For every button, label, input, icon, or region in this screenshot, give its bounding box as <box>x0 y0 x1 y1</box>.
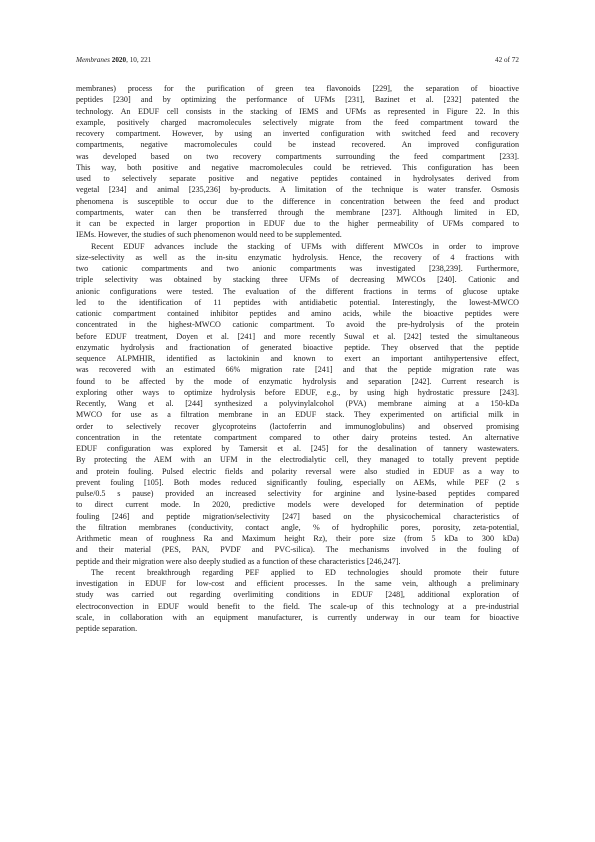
text-line: enzymatic hydrolysis and fractionation of generated bioactive peptide. They observed that the peptide <box>76 342 519 352</box>
text-line: Arithmetic mean of roughness Ra and Maximum height Rz), their pore size (from 5 kDa to 300 kDa) <box>76 534 519 543</box>
volume-article: , 10, 221 <box>126 56 152 64</box>
text-line: to direct current mode. In 2020, predictive models were developed for determination of peptide <box>76 500 519 510</box>
running-header <box>76 56 519 68</box>
text-line: Recently, Wang et al. [244] synthesized a polyvinylalcohol (PVA) membrane aiming at a 150-kDa <box>76 399 519 408</box>
text-line: scale, in collaboration with an equipment manufacturer, is currently underway in our team for bioactive <box>76 612 519 622</box>
text-line: vegetal [234] and animal [235,236] by-products. A limitation of the technique is water transfer. Osmosis <box>76 185 519 195</box>
text-line: IEMs. However, the studies of such phenomenon would need to be supplemented. <box>76 230 342 240</box>
text-line: study was carried out regarding overlimiting conditions in EDUF [248], additional exploration of <box>76 590 519 600</box>
paragraph <box>76 567 519 635</box>
journal-citation <box>76 56 151 64</box>
text-line: prevent fouling [105]. Both modes reduced significantly fouling, especially on AEMs, while PEF (2 s <box>76 477 519 487</box>
text-line: fouling [246] and peptide migration/selectivity [247] based on the physicochemical characteristics of <box>76 511 519 521</box>
text-line: triple selectivity was obtained by stacking three UFMs of decreasing MWCOs [240]. Cationic and <box>76 275 519 285</box>
text-line: The recent breakthrough regarding PEF applied to ED technologies should promote their future <box>91 567 519 577</box>
text-line: recovery compartment. However, by using an inverted configuration with switched feed and recovery <box>76 129 519 138</box>
text-line: Recent EDUF advances include the stacking of UFMs with different MWCOs in order to improve <box>91 241 519 251</box>
text-line: This way, both positive and negative macromolecules could be retrieved. This configuration has been <box>76 162 519 172</box>
text-line: found to be affected by the mode of enzymatic hydrolysis and separation [242]. Current research is <box>76 376 519 386</box>
text-line: two cationic compartments and two anionic compartments was investigated [238,239]. Furthermore, <box>76 264 519 273</box>
text-line: electroconvection in EDUF would benefit to the field. The scale-up of this technology at a pre-industrial <box>76 601 519 611</box>
text-line: example, positively charged macromolecules selectively migrate from the feed compartment toward the <box>76 117 519 127</box>
text-line: it can be expected in larger proportion in EDUF due to the higher permeability of UFMs compared to <box>76 219 519 228</box>
text-line: size-selectivity as well as the in-situ enzymatic hydrolysis. Hence, the recovery of 4 fractions with <box>76 252 519 262</box>
text-line: led to the identification of 11 peptides with antidiabetic potential. Interestingly, the lowest-MWCO <box>76 297 519 307</box>
text-line: peptide and their migration were also deeply studied as a function of these characteristics [246,247]. <box>76 556 401 566</box>
text-line: exploring other ways to optimize hydrolysis before EDUF, e.g., by using high hydrostatic pressure [243]. <box>76 387 519 397</box>
text-line: peptide separation. <box>76 624 138 633</box>
text-line: membranes) process for the purification of green tea flavonoids [229], the separation of bioactive <box>76 84 519 93</box>
text-line: and their material (PES, PAN, PVDF and PVC-silica). The mechanisms involved in the fouling of <box>76 545 519 555</box>
text-line: cationic compartment contained inhibitor peptides and amino acids, while the bioactive peptides were <box>76 309 519 318</box>
text-line: concentrated in the highest-MWCO cationic compartment. To avoid the pre-hydrolysis of the protein <box>76 320 519 330</box>
text-line: before EDUF treatment, Doyen et al. [241] and more recently Suwal et al. [242] tested the simultaneous <box>76 331 519 341</box>
body-text <box>76 83 519 634</box>
text-line: investigation in EDUF for low-cost and efficient processes. In the same vein, although a preliminary <box>76 579 519 588</box>
text-line: was developed based on two recovery compartments surrounding the feed compartment [233]. <box>76 151 519 161</box>
text-line: compartments, water can then be transferred through the membrane [237]. Although limited in ED, <box>76 207 519 217</box>
text-line: anionic configurations were tested. The evaluation of the different fractions in terms of glucose uptake <box>76 286 519 296</box>
text-line: MWCO for use as a filtration membrane in an EDUF stack. They experimented on artificial milk in <box>76 410 519 420</box>
text-line: peptides [230] and by optimizing the performance of UFMs [231], Bazinet et al. [232] patented the <box>76 95 519 105</box>
text-line: the filtration membranes (conductivity, contact angle, % of hydrophilic pores, porosity, zeta-potential, <box>76 522 519 532</box>
text-line: and protein fouling. Pulsed electric fields and polarity reversal were also studied in EDUF as a way to <box>76 466 519 476</box>
journal-year: 2020 <box>111 56 127 64</box>
page-number: 42 of 72 <box>495 56 519 64</box>
paragraph <box>76 83 519 241</box>
text-line: pulse/0.5 s pause) provided an increased selectivity for arginine and lysine-based peptides compared <box>76 489 519 498</box>
journal-name: Membranes <box>76 56 110 64</box>
text-line: By protecting the AEM with an UFM in the electrodialytic cell, they managed to totally prevent peptide <box>76 455 519 465</box>
text-line: technology. An EDUF cell consists in the stacking of IEMS and UFMs as represented in Figure 22. In this <box>76 106 519 116</box>
text-line: order to selectively recover glycoproteins (lactoferrin and immunoglobulins) and observed promising <box>76 421 519 431</box>
text-line: compartments, negative macromolecules could be instead recovered. An improved configuration <box>76 140 519 150</box>
text-line: concentration in the retentate compartment compared to other dairy proteins tested. An alternative <box>76 432 519 442</box>
text-line: phenomena is susceptible to occur due to the difference in concentration between the feed and product <box>76 196 519 206</box>
text-line: sequence ALPMHIR, identified as lactokinin and known to exert an important antihypertensive effect, <box>76 354 519 363</box>
paragraph <box>76 241 519 567</box>
text-line: EDUF configuration was explored by Tamersit et al. [245] for the desalination of tannery wastewaters. <box>76 444 519 453</box>
text-line: was recovered with an estimated 66% migration rate [241] and that the peptide migration rate was <box>76 365 519 375</box>
text-line: used to selectively separate positive and negative peptides contained in hydrolysates derived from <box>76 174 519 183</box>
